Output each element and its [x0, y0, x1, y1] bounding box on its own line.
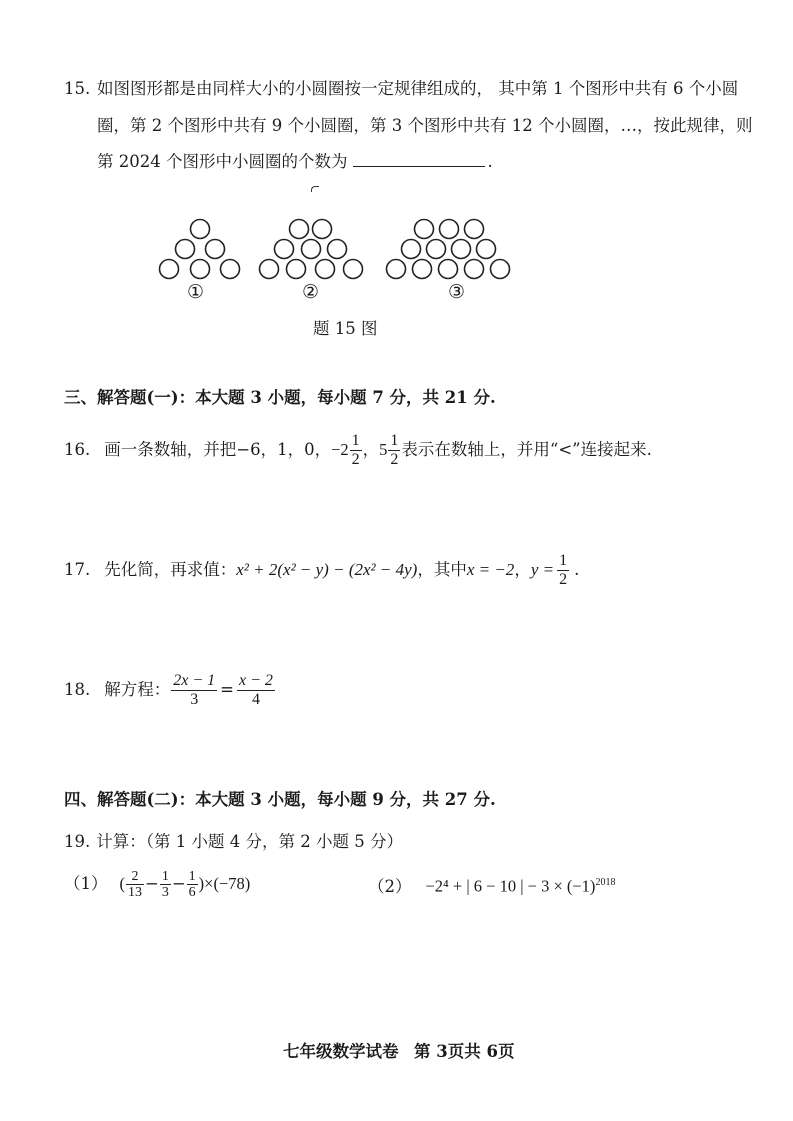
q19-number: 19. [64, 832, 91, 851]
q19-p1-open-paren: ( [119, 874, 125, 893]
circle [313, 220, 332, 239]
q18-text-a: 解方程： [104, 680, 171, 699]
figure-caption: 题 15 图 [313, 319, 378, 338]
circle [415, 220, 434, 239]
circle [260, 260, 279, 279]
circle [465, 260, 484, 279]
figure-3-label: ③ [448, 281, 466, 303]
circle [302, 240, 321, 259]
q19-part-1 [64, 862, 250, 906]
circle [452, 240, 471, 259]
q19-part-1-label: （1） [64, 874, 108, 893]
q19-p1-f3-den: 6 [188, 884, 196, 900]
circle [477, 240, 496, 259]
circle [427, 240, 446, 259]
q16 [64, 428, 652, 472]
q16-mixed-1-num: 1 [351, 431, 360, 449]
circle [191, 220, 210, 239]
circle [176, 240, 195, 259]
q18-number: 18. [64, 680, 91, 699]
q17-condition-y-lhs: y = [530, 560, 555, 579]
q19-p1-f2-num: 1 [161, 868, 169, 884]
q15-line-1: 如图图形都是由同样大小的小圆圈按一定规律组成的， 其中第 1 个图形中共有 6 个小圆 [97, 79, 739, 98]
circle [491, 260, 510, 279]
q17-condition-y-frac [557, 552, 569, 589]
figure-2-label: ② [302, 281, 320, 303]
q19-part-2 [368, 873, 615, 897]
circle [160, 260, 179, 279]
circle [206, 240, 225, 259]
q17-comma: ， [514, 560, 531, 579]
q19-p1-tail: ×(−78) [204, 874, 251, 893]
figure-1-circles [160, 220, 240, 279]
q17-number: 17. [64, 560, 91, 579]
section-3-title: 三、解答题(一)：本大题 3 小题，每小题 7 分，共 21 分. [64, 388, 496, 407]
figure-1-label: ① [187, 281, 205, 303]
q17-text-b: ，其中 [417, 560, 467, 579]
q16-text-a: 画一条数轴，并把−6，1，0， [104, 440, 332, 459]
q19 [64, 832, 403, 852]
q19-p1-frac-1 [126, 869, 144, 900]
q19-p1-close-paren: ) [198, 874, 205, 893]
q18 [64, 668, 276, 712]
q19-p1-minus-1: − [145, 874, 159, 893]
circle [440, 220, 459, 239]
q18-rhs-frac [237, 672, 275, 709]
q17-expression: x² + 2(x² − y) − (2x² − 4y) [236, 560, 418, 579]
q17-end: . [574, 560, 580, 579]
q19-p1-f3-num: 1 [188, 868, 196, 884]
q16-mixed-2-num: 1 [390, 431, 399, 449]
q15-answer-blank [353, 152, 485, 167]
q16-mixed-2-den: 2 [390, 450, 399, 468]
circle [328, 240, 347, 259]
q18-lhs-frac [171, 672, 217, 709]
q16-sep: ， [362, 440, 380, 459]
circle [221, 260, 240, 279]
circle [402, 240, 421, 259]
q17-text-a: 先化简，再求值： [104, 560, 237, 579]
figure-3-circles [387, 220, 510, 279]
stray-mark [311, 186, 319, 192]
q16-mixed-2-whole: 5 [379, 440, 388, 459]
circle [387, 260, 406, 279]
q17-y-den: 2 [559, 570, 568, 588]
q19-p1-f2-den: 3 [161, 884, 169, 900]
circle [287, 260, 306, 279]
q16-mixed-2-frac [388, 432, 400, 469]
q19-p2-exponent: 2018 [595, 877, 616, 888]
q16-mixed-1-frac [350, 432, 362, 469]
q18-lhs-den: 3 [190, 690, 199, 708]
q19-p1-f1-den: 13 [128, 884, 142, 900]
circle [290, 220, 309, 239]
q15-line-3-text: 第 2024 个图形中小圆圈的个数为 [97, 152, 348, 171]
circle [191, 260, 210, 279]
q17-condition-x: x = −2 [466, 560, 515, 579]
q15-number: 15. [64, 79, 91, 98]
q19-part-2-label: （2） [368, 876, 412, 896]
q15-line-3 [97, 152, 493, 172]
figure-2-circles [260, 220, 363, 279]
q19-p1-f1-num: 2 [126, 869, 144, 885]
circle [439, 260, 458, 279]
q15-line-2: 圈，第 2 个图形中共有 9 个小圆圈，第 3 个图形中共有 12 个小圆圈，…，按此规律，则 [97, 116, 753, 135]
q18-lhs-num: 2x − 1 [173, 671, 216, 689]
q15-figure [150, 215, 540, 285]
footer-title: 七年级数学试卷 [283, 1042, 399, 1061]
q16-mixed-1-den: 2 [351, 450, 360, 468]
q18-rhs-num: x − 2 [238, 671, 273, 689]
q19-p1-minus-2: − [171, 874, 186, 893]
q19-text: 计算：（第 1 小题 4 分，第 2 小题 5 分） [96, 832, 403, 851]
circle [316, 260, 335, 279]
circle [413, 260, 432, 279]
section-4-title: 四、解答题(二)：本大题 3 小题，每小题 9 分，共 27 分. [64, 790, 496, 809]
footer-page: 第 3页共 6页 [414, 1042, 515, 1061]
q17 [64, 548, 579, 592]
q18-equals: = [220, 680, 234, 699]
circle [465, 220, 484, 239]
q17-y-num: 1 [559, 551, 568, 569]
q19-p1-frac-2 [160, 869, 171, 900]
q15-line-3-end: . [487, 152, 493, 171]
circle [344, 260, 363, 279]
q16-mixed-1-whole: −2 [331, 440, 349, 459]
circle [275, 240, 294, 259]
q16-number: 16. [64, 440, 91, 459]
q16-text-b: 表示在数轴上，并用“<”连接起来. [401, 440, 652, 459]
q19-p1-frac-3 [187, 869, 198, 900]
q19-p2-expression: −2⁴ + | 6 − 10 | − 3 × (−1) [425, 876, 596, 896]
q18-rhs-den: 4 [251, 690, 260, 708]
